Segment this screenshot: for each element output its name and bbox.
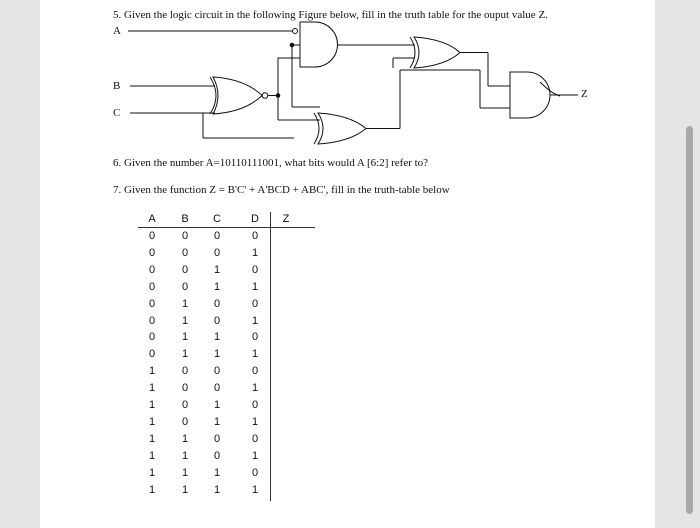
cell-d: 1 [251, 348, 259, 361]
header-underline [138, 227, 315, 228]
cell-d: 0 [251, 230, 259, 242]
header-b: B [181, 213, 189, 225]
cell-b: 1 [181, 432, 189, 445]
cell-a: 1 [148, 415, 156, 428]
input-a-label: A [113, 25, 121, 37]
cell-b: 1 [181, 331, 189, 344]
cell-c: 0 [213, 246, 221, 259]
xnor-gate [213, 77, 262, 114]
cell-d: 0 [251, 297, 259, 310]
cell-c: 0 [213, 432, 221, 445]
cell-b: 0 [181, 280, 189, 293]
cell-a: 0 [148, 348, 156, 361]
cell-a: 1 [148, 365, 156, 378]
cell-c: 0 [213, 449, 221, 462]
cell-c: 0 [213, 382, 221, 395]
cell-b: 1 [181, 449, 189, 462]
xor2-extra-arc [314, 113, 319, 144]
input-c-label: C [113, 107, 121, 119]
cell-a: 1 [148, 466, 156, 479]
xnor-bubble [262, 93, 268, 99]
cell-c: 1 [213, 280, 221, 293]
logic-circuit-diagram [40, 0, 655, 160]
cell-b: 0 [181, 399, 189, 411]
cell-b: 0 [181, 246, 189, 259]
cell-b: 1 [181, 466, 189, 479]
scrollbar[interactable] [686, 126, 693, 514]
header-c: C [213, 213, 221, 225]
cell-b: 1 [181, 297, 189, 310]
cell-d: 1 [251, 483, 259, 496]
cell-d: 0 [251, 365, 259, 378]
cell-d: 0 [251, 331, 259, 344]
cell-b: 1 [181, 314, 189, 327]
cell-c: 1 [213, 466, 221, 479]
question-5: 5. Given the logic circuit in the following Figure below, fill in the truth table for the ouput value Z. [113, 9, 548, 21]
cell-d: 1 [251, 415, 259, 428]
cell-b: 0 [181, 382, 189, 395]
cell-d: 1 [251, 280, 259, 293]
cell-c: 1 [213, 415, 221, 428]
cell-c: 1 [213, 399, 221, 411]
cell-a: 0 [148, 246, 156, 259]
cell-a: 1 [148, 432, 156, 445]
header-z: Z [282, 213, 290, 225]
cell-c: 1 [213, 263, 221, 276]
and-gate-1 [300, 22, 338, 67]
cell-a: 0 [148, 331, 156, 344]
question-6: 6. Given the number A=10110111001, what bits would A [6:2] refer to? [113, 157, 429, 169]
cell-d: 1 [251, 449, 259, 462]
cell-d: 0 [251, 399, 259, 411]
cell-a: 0 [148, 263, 156, 276]
cell-d: 0 [251, 466, 259, 479]
header-d: D [251, 213, 259, 225]
cell-d: 1 [251, 246, 259, 259]
output-z-label: Z [581, 88, 588, 100]
cell-b: 0 [181, 365, 189, 378]
junction-xnor [276, 94, 280, 98]
input-b-label: B [113, 80, 121, 92]
inverter-bubble-a [293, 29, 298, 34]
cell-c: 1 [213, 483, 221, 496]
junction-and1 [290, 43, 294, 47]
cell-b: 0 [181, 230, 189, 242]
xor1-extra-arc [410, 37, 415, 68]
cell-b: 1 [181, 348, 189, 361]
cell-b: 0 [181, 415, 189, 428]
cell-d: 1 [251, 314, 259, 327]
question-7: 7. Given the function Z = B'C' + A'BCD + ABC', fill in the truth-table below [113, 184, 450, 196]
cell-b: 1 [181, 483, 189, 496]
cell-d: 0 [251, 263, 259, 276]
and-gate-2 [510, 72, 550, 118]
cell-a: 0 [148, 280, 156, 293]
document-page [40, 0, 655, 528]
header-a: A [148, 213, 156, 225]
cell-d: 1 [251, 382, 259, 395]
cell-a: 1 [148, 449, 156, 462]
xor-gate-2 [318, 113, 366, 144]
cell-c: 0 [213, 314, 221, 327]
cell-a: 1 [148, 382, 156, 395]
cell-c: 1 [213, 348, 221, 361]
cell-a: 1 [148, 483, 156, 496]
cell-c: 0 [213, 230, 221, 242]
cell-a: 1 [148, 399, 156, 411]
cell-b: 0 [181, 263, 189, 276]
cell-c: 1 [213, 331, 221, 344]
cell-c: 0 [213, 297, 221, 310]
cell-d: 0 [251, 432, 259, 445]
xor-gate-1 [414, 37, 460, 68]
cell-a: 0 [148, 297, 156, 310]
cell-a: 0 [148, 314, 156, 327]
cell-a: 0 [148, 230, 156, 242]
cell-c: 0 [213, 365, 221, 378]
table-divider [270, 212, 271, 501]
